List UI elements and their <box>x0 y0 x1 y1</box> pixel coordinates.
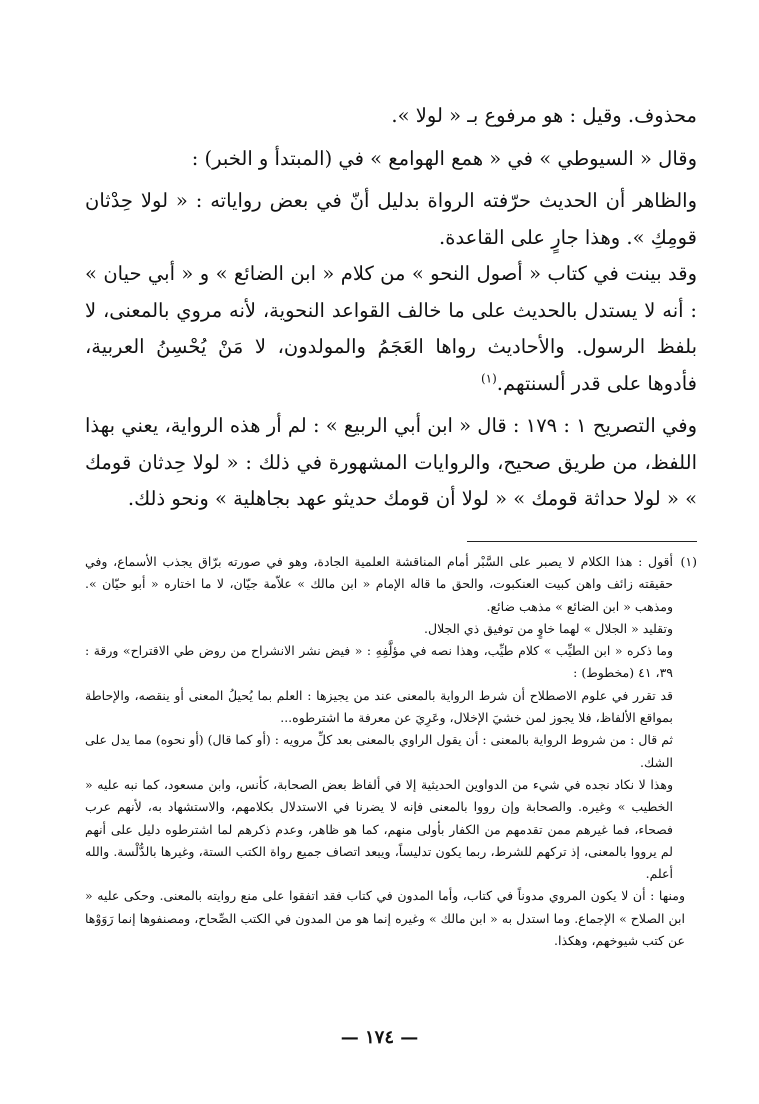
footnote-para-4: قد تقرر في علوم الاصطلاح أن شرط الرواية بالمعنى عند من يجيزها : العلم بما يُحيلُ المعنى أو ينقصه، والإحاطة بمواقع الألفاظ، فلا يجوز لمن خشيَ الإخلال، وعَرِيَ عن معرفة ما اشترطوه... <box>85 687 673 726</box>
footnote-para-6: وهذا لا نكاد نجده في شيء من الدواوين الحديثية إلا في ألفاظ بعض الصحابة، كأنس، وابن مسعود، كما نبه عليه « الخطيب » وغيره. والصحابة وإن رووا بالمعنى فإنه لا يضرنا في الاستدلال بكلامهم، والاستشهاد به، لأنهم عرب فصحاء، فما غيرهم ممن تقدمهم من الكفار بأولى منهم، كما هو ظاهر، وعدم ذكرهم لما اشترطوه دليل على أنهم لم يرووا بالمعنى، إذ تركهم للشرط، ربما يكون تدليساً، ويبعد اتصاف جميع رواة الكتب الستة، وغيرها بالدُّلْسة. والله أعلم. <box>85 776 673 882</box>
footnote-para-3: وما ذكره « ابن الطيِّب » كلام طيِّب، وهذا نصه في مؤلَّفِهِ : « فيض نشر الانشراح من روض طي الاقتراح» ورقة : ٣٩، ٤١ (مخطوط) : <box>85 643 673 681</box>
footnotes <box>85 551 697 952</box>
paragraph-3: والظاهر أن الحديث حرّفته الرواة بدليل أنّ في بعض رواياته : « لولا حِدْثان قومِكِ ». وهذا جارٍ على القاعدة. <box>85 189 697 249</box>
page-number: — ١٧٤ — <box>340 1027 419 1048</box>
paragraph-5: وفي التصريح ١ : ١٧٩ : قال « ابن أبي الربيع » : لم أر هذه الرواية، يعني بهذا اللفظ، من طريق صحيح، والروايات المشهورة في ذلك : « لولا حِدثان قومك » « لولا حداثة قومك » « لولا أن قومك حديثو عهد بجاهلية » ونحو ذلك. <box>85 414 698 510</box>
paragraph-2: وقال « السيوطي » في « همع الهوامع » في (المبتدأ و الخبر) : <box>191 146 697 170</box>
paragraph-4 <box>85 256 697 402</box>
footnote-separator <box>467 541 697 542</box>
footnote-para-5: ثم قال : من شروط الرواية بالمعنى : أن يقول الراوي بالمعنى بعد كلِّ مرويه : (أو كما قال) (أو نحوه) مما يدل على الشك. <box>85 732 673 770</box>
paragraph-1: محذوف. وقيل : هو مرفوع بـ « لولا ». <box>391 104 697 127</box>
footnote-reference[interactable]: (١) <box>480 371 497 385</box>
footnote-1 <box>85 551 697 618</box>
main-text <box>85 98 697 518</box>
footnote-para-2: وتقليد « الجلال » لهما خاوٍ من توفيق ذي الجلال. <box>424 620 673 636</box>
footnote-para-7: ومنها : أن لا يكون المروي مدوناً في كتاب، وأما المدون في كتاب فقد اتفقوا على منع روايته بالمعنى. وحكى عليه « ابن الصلاح » الإجماع. وما استدل به « ابن مالك » وغيره إنما هو من المدون في الكتب الصِّحاح، ومصنفوها إنما رَوَوْها عن كتب شيوخهم، وهكذا. <box>85 888 685 949</box>
paragraph-4-text: وقد بينت في كتاب « أصول النحو » من كلام « ابن الضائع » و « أبي حيان » : أنه لا يستدل بالحديث على ما خالف القواعد النحوية، لأنه مروي بالمعنى، لا بلفظ الرسول. والأحاديث رواها العَجَمُ والمولدون، لا مَنْ يُحْسِنُ العربية، فأدوها على قدر ألسنتهم. <box>85 262 697 395</box>
footnote-number: (١) <box>680 554 697 569</box>
footnote-1-text: أقول : هذا الكلام لا يصبر على السَّبْر أمام المناقشة العلمية الجادة، وهو في صورته برّاق يجذب الأسماع، وفي حقيقته زائف واهن كبيت العنكبوت، والحق ما قاله الإمام « ابن مالك » علاّمة جيّان، لا ما اختاره « أبو حيّان ». ومذهب « ابن الضائع » مذهب ضائع. <box>85 554 673 614</box>
